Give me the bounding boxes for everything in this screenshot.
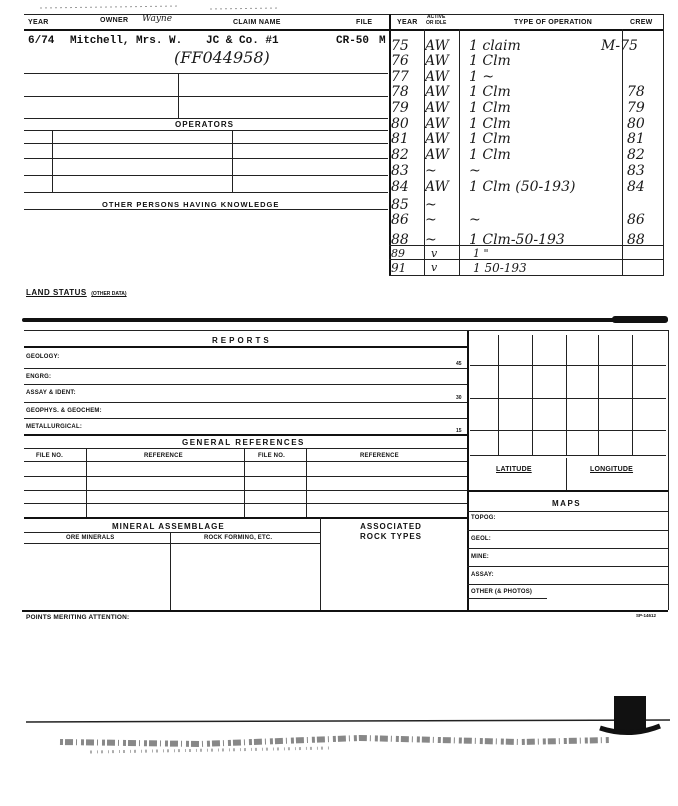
- col-crew-header: CREW: [630, 19, 653, 26]
- log-crew: 78: [627, 84, 645, 100]
- log-year: 91: [391, 261, 407, 275]
- log-operation: 1 50-193: [473, 261, 527, 275]
- gr-col-reference: REFERENCE: [144, 453, 183, 459]
- log-crew: 79: [627, 100, 645, 116]
- points-meriting-attention: POINTS MERITING ATTENTION:: [26, 614, 130, 621]
- latitude-label: LATITUDE: [496, 466, 532, 473]
- corner-blot: [614, 696, 646, 730]
- log-year: 80: [391, 116, 409, 132]
- log-crew: 83: [627, 163, 645, 179]
- report-metallurgical: METALLURGICAL:: [26, 424, 83, 430]
- log-year: 77: [391, 69, 409, 85]
- log-year: 89: [391, 247, 405, 260]
- log-status: ~: [425, 212, 437, 228]
- land-status-sub: (OTHER DATA): [91, 291, 127, 297]
- col-type-header: TYPE OF OPERATION: [514, 19, 593, 26]
- log-status: AW: [425, 116, 449, 132]
- record-owner: Mitchell, Mrs. W.: [70, 35, 183, 47]
- gr-col-file-no-2: FILE NO.: [258, 453, 285, 459]
- bottom-fold-line: [26, 720, 670, 722]
- col-owner-header: OWNER: [100, 17, 129, 24]
- land-status-title: LAND STATUS: [26, 288, 87, 297]
- maps-title: MAPS: [552, 499, 582, 508]
- log-operation: 1 Clm: [469, 131, 511, 147]
- log-operation: 1 ": [473, 247, 489, 260]
- log-operation: 1 Clm (50-193): [469, 179, 576, 195]
- log-year: 81: [391, 131, 409, 147]
- log-status: AW: [425, 69, 449, 85]
- log-status: AW: [425, 179, 449, 195]
- reports-title: REPORTS: [212, 336, 272, 345]
- log-status: ~: [425, 197, 437, 213]
- gr-col-file-no: FILE NO.: [36, 453, 63, 459]
- log-year: 88: [391, 232, 409, 248]
- mineral-title: MINERAL ASSEMBLAGE: [112, 522, 225, 531]
- log-crew: 88: [627, 232, 645, 248]
- log-status: ~: [425, 163, 437, 179]
- log-status: v: [431, 261, 438, 274]
- log-year: 85: [391, 197, 409, 213]
- report-engrg: ENGRG:: [26, 374, 52, 380]
- log-status: AW: [425, 100, 449, 116]
- log-operation: 1 Clm: [469, 100, 511, 116]
- ore-minerals-label: ORE MINERALS: [66, 535, 115, 541]
- owner-annotation: Wayne: [142, 14, 173, 24]
- general-refs-title: GENERAL REFERENCES: [182, 438, 305, 447]
- report-geology: GEOLOGY:: [26, 354, 60, 360]
- log-year: 79: [391, 100, 409, 116]
- map-assay: ASSAY:: [471, 572, 494, 578]
- report-num: 30: [456, 395, 462, 401]
- report-num: 45: [456, 361, 462, 367]
- gr-col-reference-2: REFERENCE: [360, 453, 399, 459]
- col-year2-header: YEAR: [397, 19, 418, 26]
- log-year: 75: [391, 38, 409, 54]
- log-crew: 84: [627, 179, 645, 195]
- log-status: AW: [425, 84, 449, 100]
- form-number: SP-14612: [636, 613, 657, 618]
- log-year: 76: [391, 53, 409, 69]
- log-year: 82: [391, 147, 409, 163]
- associated-line2: ROCK TYPES: [360, 532, 423, 541]
- log-crew: 81: [627, 131, 645, 147]
- log-status: ~: [425, 232, 437, 248]
- log-status: AW: [425, 38, 449, 54]
- associated-line1: ASSOCIATED: [360, 522, 422, 531]
- log-operation: 1 Clm: [469, 53, 511, 69]
- log-operation: 1 Clm: [469, 147, 511, 163]
- log-status: v: [431, 247, 438, 260]
- rock-forming-label: ROCK FORMING, ETC.: [204, 535, 273, 541]
- log-status: AW: [425, 53, 449, 69]
- report-assay: ASSAY & IDENT:: [26, 390, 76, 396]
- map-mine: MINE:: [471, 554, 489, 560]
- log-crew: 86: [627, 212, 645, 228]
- other-persons-label: OTHER PERSONS HAVING KNOWLEDGE: [102, 200, 280, 209]
- col-claim-header: CLAIM NAME: [233, 19, 281, 26]
- map-geol: GEOL:: [471, 536, 491, 542]
- report-num: 15: [456, 428, 462, 434]
- idle-line: OR IDLE: [426, 20, 447, 26]
- log-crew: 80: [627, 116, 645, 132]
- map-topog: TOPOG:: [471, 515, 496, 521]
- active-line: ACTIVE: [426, 14, 446, 20]
- record-claim: JC & Co. #1: [206, 35, 279, 47]
- log-crew: M-75: [601, 38, 638, 54]
- record-file-suffix: M: [379, 35, 386, 47]
- log-operation: 1 ~: [469, 69, 495, 85]
- col-file-header: FILE: [356, 19, 373, 26]
- log-operation: 1 Clm: [469, 84, 511, 100]
- log-year: 83: [391, 163, 409, 179]
- top-noise: [40, 6, 280, 9]
- log-status: AW: [425, 147, 449, 163]
- log-operation: 1 claim: [469, 38, 521, 54]
- map-other: OTHER (& PHOTOS): [471, 589, 533, 595]
- report-geophys: GEOPHYS. & GEOCHEM:: [26, 408, 102, 414]
- bottom-smear-2: [90, 748, 330, 752]
- longitude-label: LONGITUDE: [590, 466, 634, 473]
- log-operation: 1 Clm-50-193: [469, 232, 565, 248]
- log-operation: 1 Clm: [469, 116, 511, 132]
- bottom-smear: [60, 738, 610, 744]
- record-year: 6/74: [28, 35, 55, 47]
- log-year: 78: [391, 84, 409, 100]
- record-handwritten-id: (FF044958): [174, 48, 270, 67]
- log-crew: 82: [627, 147, 645, 163]
- record-file: CR-50: [336, 35, 370, 47]
- col-year-header: YEAR: [28, 19, 49, 26]
- operators-label: OPERATORS: [175, 120, 234, 129]
- log-year: 84: [391, 179, 409, 195]
- log-status: AW: [425, 131, 449, 147]
- log-operation: ~: [469, 212, 481, 228]
- log-year: 86: [391, 212, 409, 228]
- log-operation: ~: [469, 163, 481, 179]
